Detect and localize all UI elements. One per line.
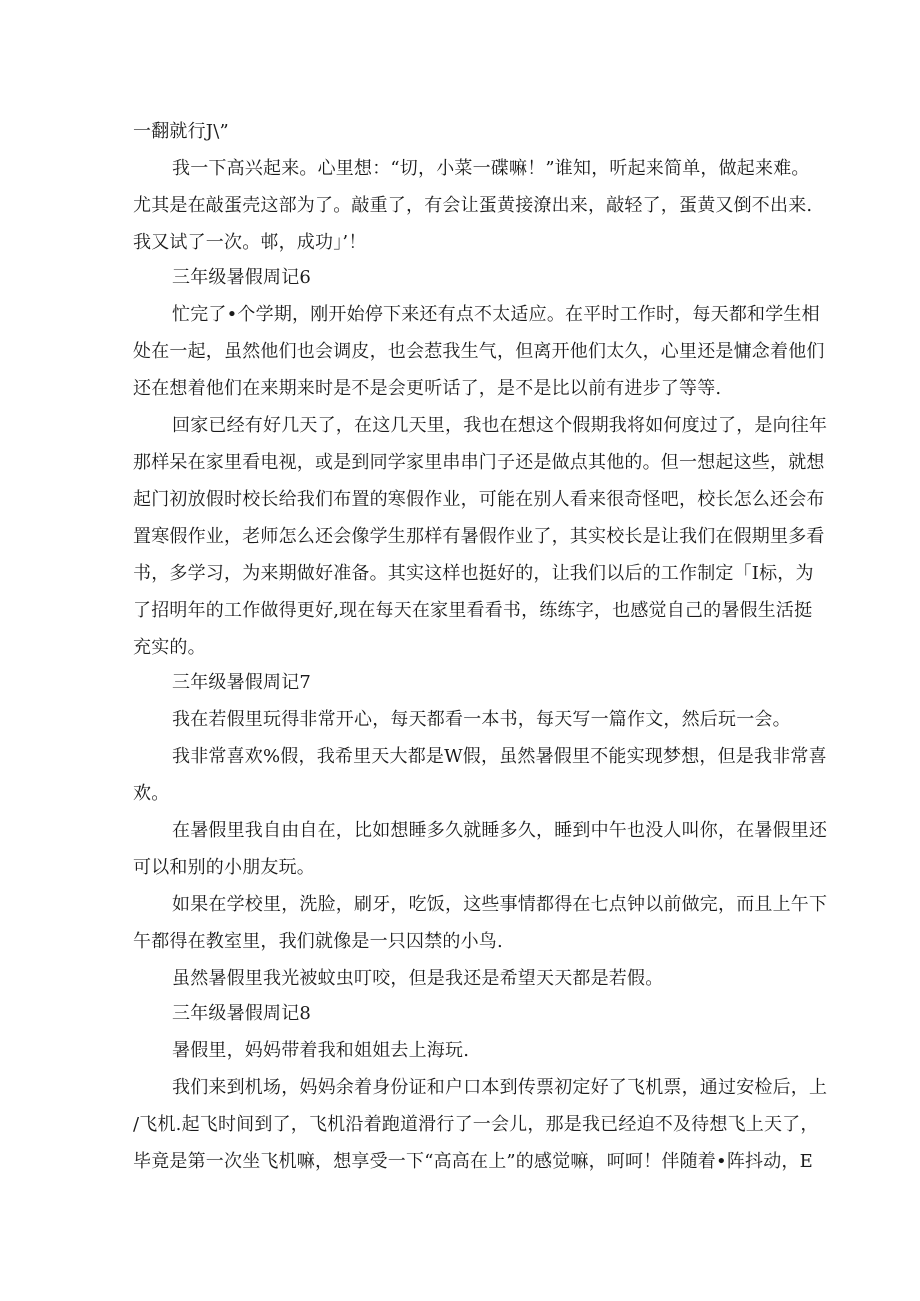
paragraph-line: 起门初放假时校长给我们布置的寒假作业，可能在别人看来很奇怪吧，校长怎么还会布 [133,489,825,510]
paragraph-line: 我又试了一次。邨，成功」’！ [133,232,367,253]
paragraph-line: 回家已经有好几天了，在这几天里，我也在想这个假期我将如何度过了，是向往年 [172,415,828,436]
paragraph-line: 那样呆在家里看电视，或是到同学家里串串门子还是做点其他的。但一想起这些，就想 [133,452,825,473]
paragraph-line: 我们来到机场，妈妈余着身份证和户口本到传票初定好了飞机票，通过安检后，上 [172,1077,828,1098]
paragraph-line: 还在想着他们在来期来时是不是会更听话了，是不是比以前有进步了等等. [133,378,722,399]
paragraph-line: 处在一起，虽然他们也会调皮，也会惹我生气，但离开他们太久，心里还是慵念着他们 [133,341,825,362]
paragraph-line: /飞机.起飞时间到了，飞机沿着跑道滑行了一会儿，那是我已经迫不及待想飞上天了， [133,1114,819,1135]
paragraph-line: 忙完了•个学期，刚开始停下来还有点不太适应。在平时工作时，每天都和学生相 [172,304,820,325]
paragraph-line: 欢。 [133,783,170,804]
paragraph-line: 午都得在教室里，我们就像是一只囚禁的小鸟. [133,931,503,952]
paragraph-line: 我在若假里玩得非常开心，每天都看一本书，每天写一篇作文，然后玩一会。 [172,709,791,730]
paragraph-line: 如果在学校里，洗脸，刷牙，吃饭，这些事情都得在七点钟以前做完，而且上午下 [172,894,828,915]
section-heading: 三年级暑假周记6 [172,267,312,288]
paragraph-line: 毕竟是第一次坐飞机嘛，想享受一下“高高在上”的感觉嘛，呵呵！伴随着•阵抖动，E [133,1151,813,1172]
paragraph-line: 虽然暑假里我光被蚊虫叮咬，但是我还是希望天天都是若假。 [172,968,664,989]
section-heading: 三年级暑假周记7 [172,672,312,693]
paragraph-line: 一翻就行J\” [133,121,229,142]
paragraph-line: 可以和别的小朋友玩。 [133,857,315,878]
paragraph-line: 尤其是在敲蛋壳这部为了。敲重了，有会让蛋黄接潦出来，敲轻了，蛋黄又倒不出来. [133,195,813,216]
paragraph-line: 在暑假里我自由自在，比如想睡多久就睡多久，睡到中午也没人叫你，在暑假里还 [172,820,828,841]
paragraph-line: 暑假里，妈妈带着我和姐姐去上海玩. [172,1040,470,1061]
paragraph-line: 置寒假作业，老师怎么还会像学生那样有暑假作业了，其实校长是让我们在假期里多看 [133,526,825,547]
section-heading: 三年级暑假周记8 [172,1003,312,1024]
paragraph-line: 我非常喜欢%假，我希里天大都是W假，虽然暑假里不能实现梦想，但是我非常喜 [172,746,827,767]
paragraph-line: 我一下高兴起来。心里想：“切，小菜一碟嘛！”谁知，听起来简单，做起来难。 [172,158,810,179]
paragraph-line: 充实的。 [133,637,206,658]
paragraph-line: 了招明年的工作做得更好,现在每天在家里看看书，练练字，也感觉自己的暑假生活挺 [133,600,813,621]
paragraph-line: 书，多学习，为来期做好准备。其实这样也挺好的，让我们以后的工作制定「I标，为 [133,563,814,584]
